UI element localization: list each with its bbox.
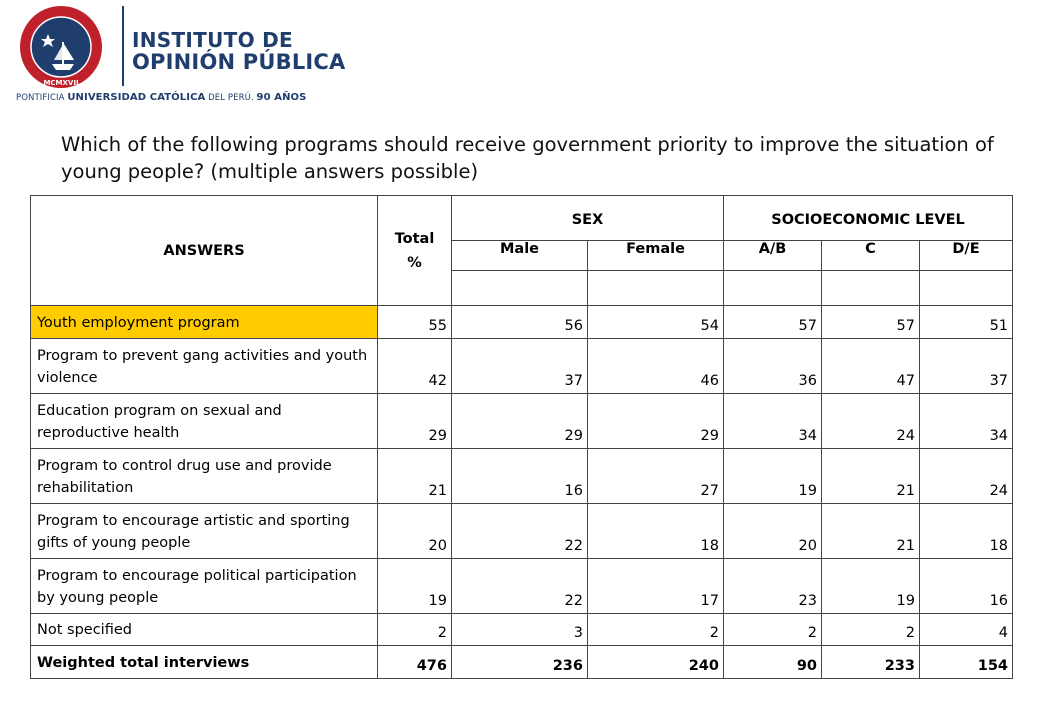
- total-row: [31, 646, 1013, 679]
- cell-de: 18: [920, 504, 1013, 559]
- cell-total: 20: [378, 504, 452, 559]
- cell-male: 22: [452, 559, 588, 614]
- cell-total: 476: [378, 646, 452, 679]
- cell-male: 56: [452, 306, 588, 339]
- cell-male: 3: [452, 614, 588, 646]
- header-ab: A/B: [724, 241, 822, 271]
- cell-male: 16: [452, 449, 588, 504]
- cell-total: 29: [378, 394, 452, 449]
- cell-ab: 57: [724, 306, 822, 339]
- cell-male: 236: [452, 646, 588, 679]
- cell-c: 21: [822, 449, 920, 504]
- cell-female: 54: [588, 306, 724, 339]
- cell-de: 34: [920, 394, 1013, 449]
- table-row: [31, 306, 1013, 339]
- cell-total: 19: [378, 559, 452, 614]
- header-sex: SEX: [452, 196, 724, 241]
- row-label: Program to prevent gang activities and youth violence: [31, 339, 378, 394]
- header-socioeconomic: SOCIOECONOMIC LEVEL: [724, 196, 1013, 241]
- cell-ab: 36: [724, 339, 822, 394]
- table-row: [31, 559, 1013, 614]
- brand-line-1: INSTITUTO DE: [132, 28, 294, 52]
- header-de: D/E: [920, 241, 1013, 271]
- header-total: Total %: [378, 196, 452, 306]
- header-spacer: [588, 271, 724, 306]
- table-row: [31, 394, 1013, 449]
- cell-male: 29: [452, 394, 588, 449]
- cell-ab: 19: [724, 449, 822, 504]
- row-label: Weighted total interviews: [31, 646, 378, 679]
- cell-c: 2: [822, 614, 920, 646]
- header-spacer: [452, 271, 588, 306]
- cell-c: 24: [822, 394, 920, 449]
- cell-female: 29: [588, 394, 724, 449]
- cell-c: 47: [822, 339, 920, 394]
- row-label: Program to control drug use and provide rehabilitation: [31, 449, 378, 504]
- cell-total: 2: [378, 614, 452, 646]
- cell-ab: 90: [724, 646, 822, 679]
- results-table: [30, 195, 1013, 679]
- cell-ab: 23: [724, 559, 822, 614]
- cell-ab: 2: [724, 614, 822, 646]
- header-female: Female: [588, 241, 724, 271]
- cell-c: 233: [822, 646, 920, 679]
- cell-female: 18: [588, 504, 724, 559]
- cell-de: 16: [920, 559, 1013, 614]
- logo-divider: [122, 6, 124, 86]
- header-spacer: [920, 271, 1013, 306]
- cell-c: 21: [822, 504, 920, 559]
- cell-female: 2: [588, 614, 724, 646]
- cell-de: 4: [920, 614, 1013, 646]
- institution-logo: [14, 4, 346, 104]
- cell-total: 21: [378, 449, 452, 504]
- cell-de: 51: [920, 306, 1013, 339]
- row-label: Education program on sexual and reproductive health: [31, 394, 378, 449]
- header-c: C: [822, 241, 920, 271]
- cell-male: 22: [452, 504, 588, 559]
- cell-c: 57: [822, 306, 920, 339]
- cell-female: 240: [588, 646, 724, 679]
- row-label: Youth employment program: [31, 306, 378, 339]
- brand-line-3: PONTIFICIA UNIVERSIDAD CATÓLICA DEL PERÚ. 90 AÑOS: [16, 92, 307, 103]
- seal-year: MCMXVII: [43, 79, 79, 87]
- row-label: Not specified: [31, 614, 378, 646]
- cell-male: 37: [452, 339, 588, 394]
- row-label: Program to encourage political participation by young people: [31, 559, 378, 614]
- cell-female: 17: [588, 559, 724, 614]
- table-row: [31, 504, 1013, 559]
- brand-line-2: OPINIÓN PÚBLICA: [132, 50, 346, 74]
- cell-ab: 34: [724, 394, 822, 449]
- header-answers: ANSWERS: [31, 196, 378, 306]
- university-seal-icon: [18, 4, 104, 90]
- question-title: Which of the following programs should receive government priority to improve the situation of young people? (multiple answers possible): [61, 133, 994, 183]
- header-spacer: [822, 271, 920, 306]
- cell-total: 42: [378, 339, 452, 394]
- table-row: [31, 339, 1013, 394]
- cell-de: 37: [920, 339, 1013, 394]
- cell-de: 24: [920, 449, 1013, 504]
- cell-female: 46: [588, 339, 724, 394]
- header-male: Male: [452, 241, 588, 271]
- cell-de: 154: [920, 646, 1013, 679]
- table-row: [31, 449, 1013, 504]
- cell-ab: 20: [724, 504, 822, 559]
- header-spacer: [724, 271, 822, 306]
- table-row: [31, 614, 1013, 646]
- cell-female: 27: [588, 449, 724, 504]
- cell-c: 19: [822, 559, 920, 614]
- cell-total: 55: [378, 306, 452, 339]
- row-label: Program to encourage artistic and sporting gifts of young people: [31, 504, 378, 559]
